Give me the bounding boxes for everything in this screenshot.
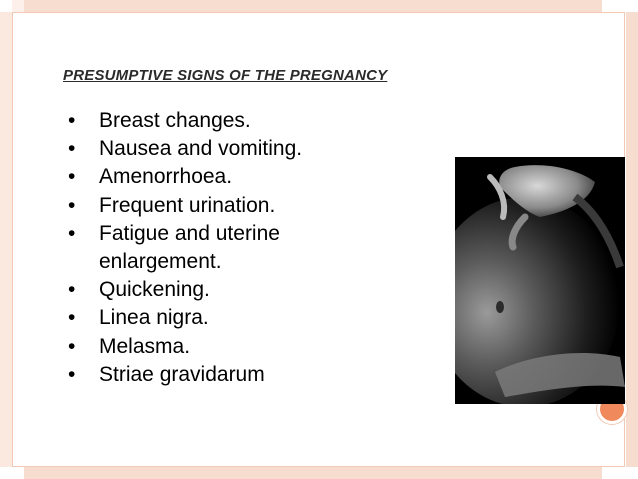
list-item: • Linea nigra. — [68, 304, 302, 332]
list-item: • Frequent urination. — [68, 192, 302, 220]
top-border-band — [24, 0, 602, 12]
list-item: • Striae gravidarum — [68, 361, 302, 389]
left-border-band — [0, 12, 12, 467]
pregnant-belly-photo-icon — [455, 157, 625, 404]
list-item: • Nausea and vomiting. — [68, 135, 302, 163]
slide-title: PRESUMPTIVE SIGNS OF THE PREGNANCY — [63, 67, 388, 84]
bullet-list — [68, 107, 302, 389]
top-left-corner-band — [12, 0, 24, 12]
list-item: • Amenorrhoea. — [68, 163, 302, 191]
list-item: • Melasma. — [68, 333, 302, 361]
list-item: • Breast changes. — [68, 107, 302, 135]
bottom-border-band — [24, 467, 602, 479]
list-item-continuation: enlargement. — [99, 250, 222, 274]
list-item: • Quickening. — [68, 276, 302, 304]
right-border-band — [626, 12, 638, 467]
list-item: • Fatigue and uterine — [68, 220, 302, 248]
